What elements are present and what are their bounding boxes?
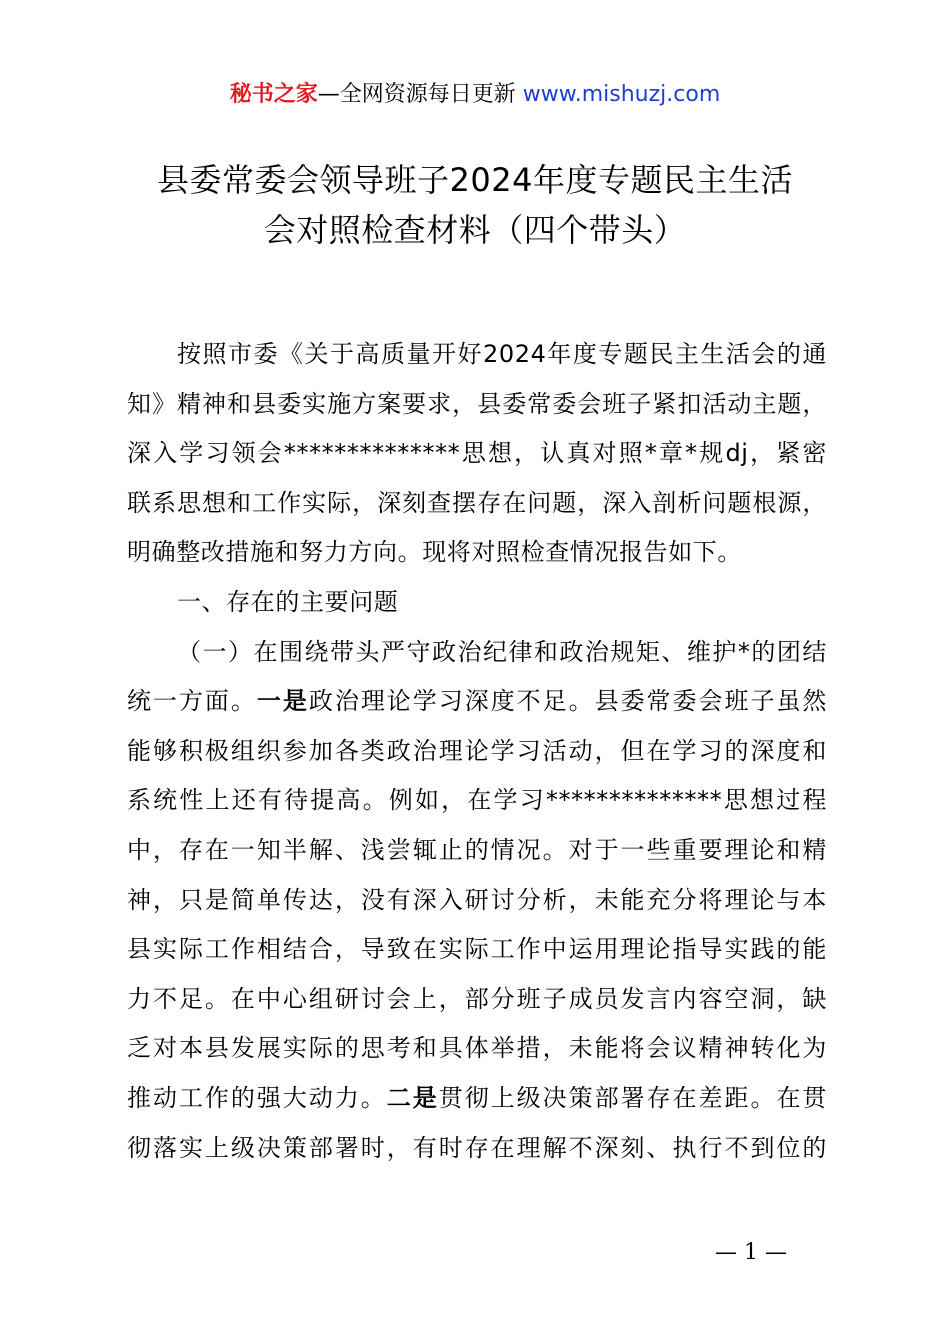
body-line: （一）在围绕带头严守政治纪律和政治规矩、维护*的团结: [177, 637, 827, 666]
title-line-2: 会对照检查材料（四个带头）: [263, 211, 687, 249]
body-text-span: 统一方面。: [127, 687, 257, 716]
emphasis-text: 一是: [256, 687, 309, 716]
body-line: 按照市委《关于高质量开好2024年度专题民主生活会的通: [177, 340, 827, 368]
body-line: 知》精神和县委实施方案要求，县委常委会班子紧扣活动主题，: [127, 389, 827, 418]
body-line: [127, 1074, 827, 1124]
site-brand: 秘书之家: [229, 82, 318, 107]
body-line: [127, 677, 827, 727]
body-line: 彻落实上级决策部署时，有时存在理解不深刻、执行不到位的: [127, 1133, 827, 1162]
body-text-span: 贯彻上级决策部署存在差距。在贯: [438, 1083, 828, 1112]
body-line: 明确整改措施和努力方向。现将对照检查情况报告如下。: [127, 538, 742, 567]
body-line: 联系思想和工作实际，深刻查摆存在问题，深入剖析问题根源，: [127, 488, 827, 517]
body-line: 神，只是简单传达，没有深入研讨分析，未能充分将理论与本: [127, 885, 827, 914]
page-number: — 1 —: [715, 1240, 787, 1265]
title-line-1: 县委常委会领导班子2024年度专题民主生活: [157, 161, 793, 199]
site-header: [0, 78, 950, 112]
body-line: 系统性上还有待提高。例如，在学习**************思想过程: [127, 786, 827, 815]
body-line: 能够积极组织参加各类政治理论学习活动，但在学习的深度和: [127, 736, 827, 765]
section-heading: 一、存在的主要问题: [177, 587, 399, 616]
body-text-span: 推动工作的强大动力。: [127, 1083, 387, 1112]
body-line: 力不足。在中心组研讨会上，部分班子成员发言内容空洞，缺: [127, 984, 827, 1013]
document-body: [127, 330, 827, 1173]
document-title: [100, 155, 850, 255]
site-url-link[interactable]: www.mishuzj.com: [522, 82, 721, 107]
body-line: 县实际工作相结合，导致在实际工作中运用理论指导实践的能: [127, 935, 827, 964]
body-text-span: 政治理论学习深度不足。县委常委会班子虽然: [308, 687, 828, 716]
paragraph-intro: [127, 330, 827, 578]
body-line: 深入学习领会**************思想，认真对照*章*规dj，紧密: [127, 439, 827, 468]
body-line: 中，存在一知半解、浅尝辄止的情况。对于一些重要理论和精: [127, 835, 827, 864]
body-line: 乏对本县发展实际的思考和具体举措，未能将会议精神转化为: [127, 1034, 827, 1063]
emphasis-text: 二是: [386, 1083, 439, 1112]
site-tagline: —全网资源每日更新: [317, 82, 523, 107]
paragraph-section-1: [127, 628, 827, 1174]
